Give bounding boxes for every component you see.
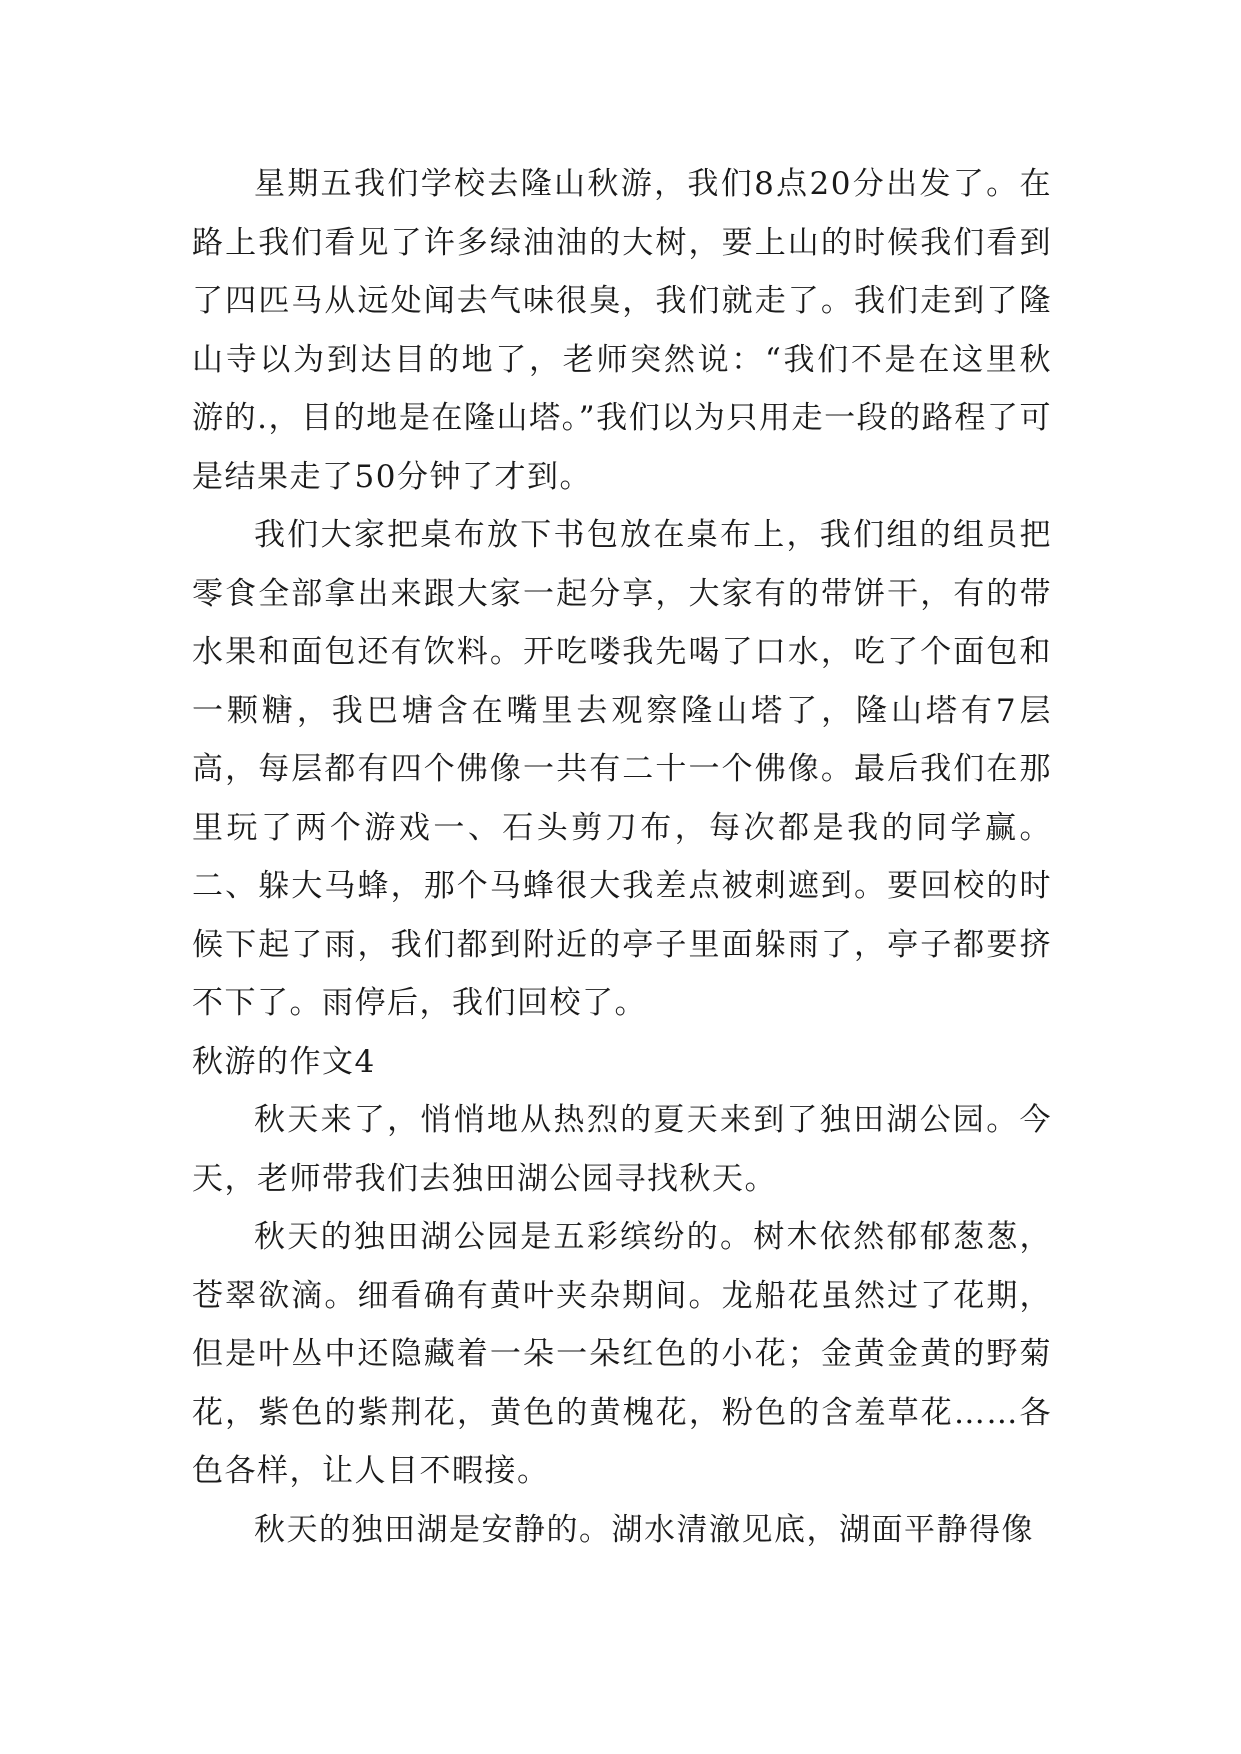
paragraph: 星期五我们学校去隆山秋游，我们8点20分出发了。在路上我们看见了许多绿油油的大树，要上山的时候我们看到了四匹马从远处闻去气味很臭，我们就走了。我们走到了隆山寺以为到达目的地了，老师突然说：“我们不是在这里秋游的.，目的地是在隆山塔。”我们以为只用走一段的路程了可是结果走了50分钟了才到。	[192, 166, 1052, 495]
paragraph: 我们大家把桌布放下书包放在桌布上，我们组的组员把零食全部拿出来跟大家一起分享，大家有的带饼干，有的带水果和面包还有饮料。开吃喽我先喝了口水，吃了个面包和一颗糖，我巴塘含在嘴里去观察隆山塔了，隆山塔有7层高，每层都有四个佛像一共有二十一个佛像。最后我们在那里玩了两个游戏一、石头剪刀布，每次都是我的同学赢。二、躲大马蜂，那个马蜂很大我差点被刺遮到。要回校的时候下起了雨，我们都到附近的亭子里面躲雨了，亭子都要挤不下了。雨停后，我们回校了。	[192, 517, 1052, 1021]
paragraph: 秋天来了，悄悄地从热烈的夏天来到了独田湖公园。今天，老师带我们去独田湖公园寻找秋天。	[192, 1102, 1052, 1197]
section-title: 秋游的作文4	[192, 1043, 376, 1080]
paragraph: 秋天的独田湖是安静的。湖水清澈见底，湖面平静得像	[254, 1511, 1034, 1548]
document-body	[192, 155, 1052, 1559]
paragraph: 秋天的独田湖公园是五彩缤纷的。树木依然郁郁葱葱，苍翠欲滴。细看确有黄叶夹杂期间。龙船花虽然过了花期，但是叶丛中还隐藏着一朵一朵红色的小花；金黄金黄的野菊花，紫色的紫荆花，黄色的黄槐花，粉色的含羞草花……各色各样，让人目不暇接。	[192, 1219, 1052, 1489]
